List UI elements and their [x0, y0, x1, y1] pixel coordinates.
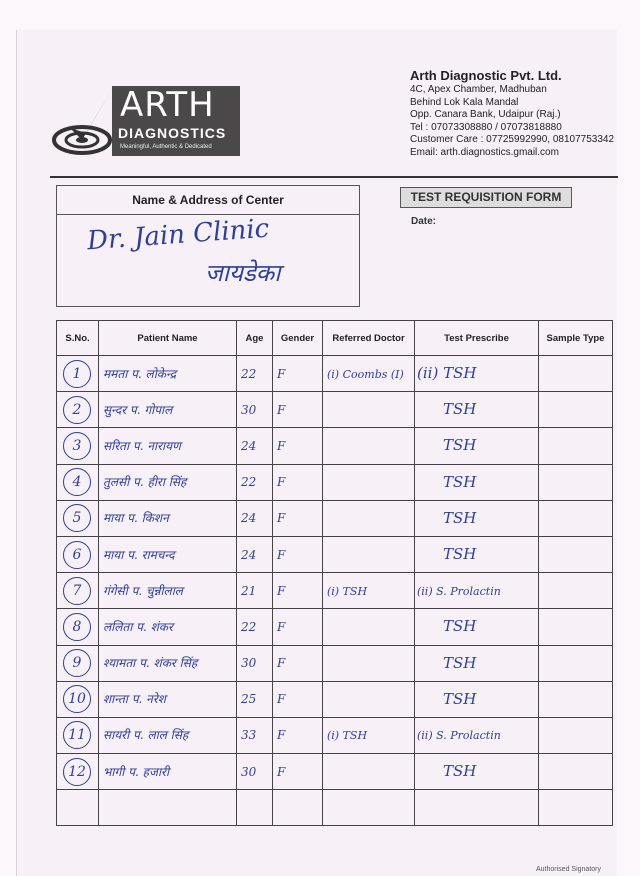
- sample-type-cell: [539, 428, 613, 464]
- test-prescribe-cell: [415, 428, 539, 464]
- test-prescribe-cell: [415, 536, 539, 572]
- referred-doctor-cell: [323, 500, 415, 536]
- logo-subtitle: DIAGNOSTICS: [118, 125, 227, 141]
- age: 30: [241, 402, 257, 417]
- patient-name: सुन्दर प. गोपाल: [103, 402, 173, 417]
- age-cell: [237, 356, 273, 392]
- sample-type-cell: [539, 645, 613, 681]
- test-prescribe: TSH: [443, 508, 477, 527]
- age-cell: [237, 645, 273, 681]
- header-divider: [50, 176, 618, 178]
- gender-cell: [273, 573, 323, 609]
- table-row: [57, 717, 613, 753]
- col-header: Age: [237, 321, 273, 356]
- age: [237, 801, 241, 815]
- referred-doctor-cell: [323, 392, 415, 428]
- col-header: Sample Type: [539, 321, 613, 356]
- serial-number-cell: [57, 392, 99, 428]
- serial-number: 6: [63, 541, 91, 569]
- serial-number-cell: [57, 500, 99, 536]
- patient-name-cell: [99, 464, 237, 500]
- gender: F: [277, 438, 286, 453]
- serial-number: 12: [63, 758, 91, 786]
- age: 24: [241, 511, 257, 526]
- age: 24: [241, 438, 257, 453]
- patient-name: ललिता प. शंकर: [103, 619, 173, 634]
- patient-name-cell: [99, 500, 237, 536]
- age-cell: [237, 428, 273, 464]
- col-header: Gender: [273, 321, 323, 356]
- gender-cell: [273, 500, 323, 536]
- patient-name: गंगेसी प. चुन्नीलाल: [103, 583, 183, 598]
- test-prescribe: (ii) S. Prolactin: [417, 584, 501, 598]
- age-cell: [237, 609, 273, 645]
- gender-cell: [273, 464, 323, 500]
- table-row: [57, 500, 613, 536]
- center-place-handwriting: जायडेका: [205, 259, 281, 287]
- serial-number-cell: [57, 573, 99, 609]
- table-row: [57, 609, 613, 645]
- sample-type-cell: [539, 573, 613, 609]
- table-row: [57, 428, 613, 464]
- gender: F: [277, 366, 286, 381]
- requisition-table: [56, 320, 613, 826]
- col-header: Patient Name: [99, 321, 237, 356]
- age: 33: [241, 728, 257, 743]
- gender: F: [277, 402, 286, 417]
- gender-cell: [273, 356, 323, 392]
- referred-doctor-cell: [323, 609, 415, 645]
- test-prescribe: TSH: [443, 400, 477, 419]
- address-line: Opp. Canara Bank, Udaipur (Raj.): [410, 109, 561, 120]
- table-row: [57, 790, 613, 826]
- gender-cell: [273, 790, 323, 826]
- age: 30: [241, 764, 257, 779]
- gender: F: [277, 619, 286, 634]
- referred-doctor-cell: [323, 681, 415, 717]
- referred-doctor-cell: [323, 573, 415, 609]
- table-row: [57, 681, 613, 717]
- test-prescribe: TSH: [443, 762, 477, 781]
- gender-cell: [273, 609, 323, 645]
- address-line: 4C, Apex Chamber, Madhuban: [410, 84, 547, 95]
- test-prescribe: TSH: [443, 472, 477, 491]
- gender: F: [277, 475, 286, 490]
- age-cell: [237, 681, 273, 717]
- patient-name-cell: [99, 536, 237, 572]
- gender-cell: [273, 754, 323, 790]
- sample-type-cell: [539, 790, 613, 826]
- patient-name-cell: [99, 645, 237, 681]
- serial-number: 10: [63, 685, 91, 713]
- center-name-handwriting: Dr. Jain Clinic: [86, 213, 271, 257]
- test-prescribe-cell: [415, 609, 539, 645]
- serial-number: 7: [63, 577, 91, 605]
- referred-doctor: [323, 657, 327, 670]
- col-header: Referred Doctor: [323, 321, 415, 356]
- referred-doctor-cell: [323, 464, 415, 500]
- serial-number: 11: [63, 721, 91, 749]
- patient-name: सरिता प. नारायण: [103, 438, 181, 453]
- gender-cell: [273, 392, 323, 428]
- age: 30: [241, 656, 257, 671]
- serial-number-cell: [57, 754, 99, 790]
- gender-cell: [273, 681, 323, 717]
- referred-doctor: [323, 693, 327, 706]
- table-row: [57, 392, 613, 428]
- age: 21: [241, 583, 257, 598]
- serial-number-cell: [57, 790, 99, 826]
- sample-type-cell: [539, 717, 613, 753]
- table-row: [57, 464, 613, 500]
- company-email: Email: arth.diagnostics.gmail.com: [410, 146, 559, 158]
- serial-number: 2: [63, 396, 91, 424]
- age-cell: [237, 392, 273, 428]
- sample-type-cell: [539, 500, 613, 536]
- gender-cell: [273, 717, 323, 753]
- gender: F: [277, 547, 286, 562]
- company-name: Arth Diagnostic Pvt. Ltd.: [410, 68, 562, 83]
- sample-type-cell: [539, 392, 613, 428]
- serial-number-cell: [57, 645, 99, 681]
- patient-name-cell: [99, 609, 237, 645]
- referred-doctor-cell: [323, 790, 415, 826]
- serial-number: 4: [63, 468, 91, 496]
- gender: F: [277, 583, 286, 598]
- gender: F: [277, 692, 286, 707]
- gender: [273, 801, 277, 815]
- referred-doctor: (i) TSH: [327, 584, 368, 598]
- table-row: [57, 536, 613, 572]
- referred-doctor: [323, 440, 327, 453]
- patient-name: शान्ता प. नरेश: [103, 692, 166, 707]
- test-prescribe: TSH: [443, 689, 477, 708]
- patient-name-cell: [99, 717, 237, 753]
- referred-doctor-cell: [323, 536, 415, 572]
- table-row: [57, 754, 613, 790]
- serial-number-cell: [57, 428, 99, 464]
- referred-doctor: [323, 476, 327, 489]
- logo-tagline: Meaningful, Authentic & Dedicated: [120, 144, 212, 150]
- test-prescribe: TSH: [443, 617, 477, 636]
- serial-number: 1: [63, 360, 91, 388]
- gender-cell: [273, 428, 323, 464]
- sample-type-cell: [539, 754, 613, 790]
- date-label: Date:: [411, 216, 437, 227]
- age-cell: [237, 536, 273, 572]
- patient-name: माया प. रामचन्द: [103, 547, 175, 562]
- table-header-row: [57, 321, 613, 356]
- age: 22: [241, 366, 257, 381]
- patient-name-cell: [99, 681, 237, 717]
- age-cell: [237, 464, 273, 500]
- serial-number-cell: [57, 356, 99, 392]
- company-care: Customer Care : 07725992990, 08107753342: [410, 134, 615, 145]
- patient-name-cell: [99, 573, 237, 609]
- age-cell: [237, 717, 273, 753]
- test-prescribe-cell: [415, 754, 539, 790]
- referred-doctor: (i) TSH: [327, 729, 368, 743]
- test-prescribe-cell: [415, 717, 539, 753]
- authorised-signatory-label: Authorised Signatory: [536, 866, 601, 873]
- referred-doctor: [323, 802, 327, 815]
- table-row: [57, 645, 613, 681]
- serial-number: 8: [63, 613, 91, 641]
- patient-name-cell: [99, 392, 237, 428]
- table-row: [57, 356, 613, 392]
- test-prescribe: TSH: [443, 545, 477, 564]
- test-prescribe: TSH: [443, 653, 477, 672]
- patient-name: [99, 801, 103, 815]
- sample-type-cell: [539, 681, 613, 717]
- serial-number-cell: [57, 609, 99, 645]
- table-row: [57, 573, 613, 609]
- age-cell: [237, 500, 273, 536]
- test-prescribe: (ii) S. Prolactin: [417, 729, 501, 743]
- serial-number-cell: [57, 464, 99, 500]
- patient-name: सायरी प. लाल सिंह: [103, 728, 189, 743]
- patient-name-cell: [99, 428, 237, 464]
- test-prescribe-cell: [415, 790, 539, 826]
- patient-name-cell: [99, 790, 237, 826]
- gender: F: [277, 764, 286, 779]
- referred-doctor: [323, 766, 327, 779]
- age: 25: [241, 692, 257, 707]
- sample-type-cell: [539, 356, 613, 392]
- address-line: Behind Lok Kala Mandal: [410, 96, 519, 108]
- test-prescribe: [415, 798, 443, 816]
- referred-doctor: [323, 512, 327, 525]
- col-header: S.No.: [57, 321, 99, 356]
- sample-type-cell: [539, 464, 613, 500]
- logo-word: ARTH: [120, 85, 215, 125]
- referred-doctor-cell: [323, 754, 415, 790]
- test-prescribe-cell: [415, 500, 539, 536]
- age: 22: [241, 475, 257, 490]
- gender: F: [277, 656, 286, 671]
- serial-number: 9: [63, 649, 91, 677]
- referred-doctor-cell: [323, 356, 415, 392]
- age-cell: [237, 754, 273, 790]
- serial-number: 3: [63, 432, 91, 460]
- patient-name-cell: [99, 754, 237, 790]
- referred-doctor: [323, 404, 327, 417]
- age-cell: [237, 790, 273, 826]
- test-prescribe: TSH: [443, 436, 477, 455]
- referred-doctor: [323, 549, 327, 562]
- serial-number-cell: [57, 536, 99, 572]
- serial-number: 5: [63, 504, 91, 532]
- test-prescribe: (ii) TSH: [417, 364, 477, 383]
- test-prescribe-cell: [415, 573, 539, 609]
- test-prescribe-cell: [415, 464, 539, 500]
- referred-doctor: (i) Coombs (I): [327, 367, 404, 381]
- col-header: Test Prescribe: [415, 321, 539, 356]
- patient-name: भागी प. हजारी: [103, 764, 170, 779]
- gender-cell: [273, 645, 323, 681]
- patient-name: ममता प. लोकेन्द्र: [103, 366, 177, 381]
- gender-cell: [273, 536, 323, 572]
- age-cell: [237, 573, 273, 609]
- referred-doctor: [323, 621, 327, 634]
- gender: F: [277, 511, 286, 526]
- patient-name-cell: [99, 356, 237, 392]
- referred-doctor-cell: [323, 717, 415, 753]
- test-prescribe-cell: [415, 356, 539, 392]
- sample-type-cell: [539, 609, 613, 645]
- patient-name: माया प. किशन: [103, 511, 169, 526]
- referred-doctor-cell: [323, 428, 415, 464]
- test-prescribe-cell: [415, 681, 539, 717]
- age: 24: [241, 547, 257, 562]
- referred-doctor-cell: [323, 645, 415, 681]
- sample-type-cell: [539, 536, 613, 572]
- serial-number-cell: [57, 681, 99, 717]
- form-title: TEST REQUISITION FORM: [400, 187, 572, 208]
- test-prescribe-cell: [415, 392, 539, 428]
- patient-name: तुलसी प. हीरा सिंह: [103, 475, 187, 490]
- company-tel: Tel : 07073308880 / 07073818880: [410, 121, 562, 133]
- patient-name: श्यामता प. शंकर सिंह: [103, 656, 198, 671]
- gender: F: [277, 728, 286, 743]
- test-prescribe-cell: [415, 645, 539, 681]
- center-title: Name & Address of Center: [57, 186, 359, 215]
- company-info: [410, 68, 630, 159]
- serial-number-cell: [57, 717, 99, 753]
- age: 22: [241, 619, 257, 634]
- center-box: [56, 185, 360, 307]
